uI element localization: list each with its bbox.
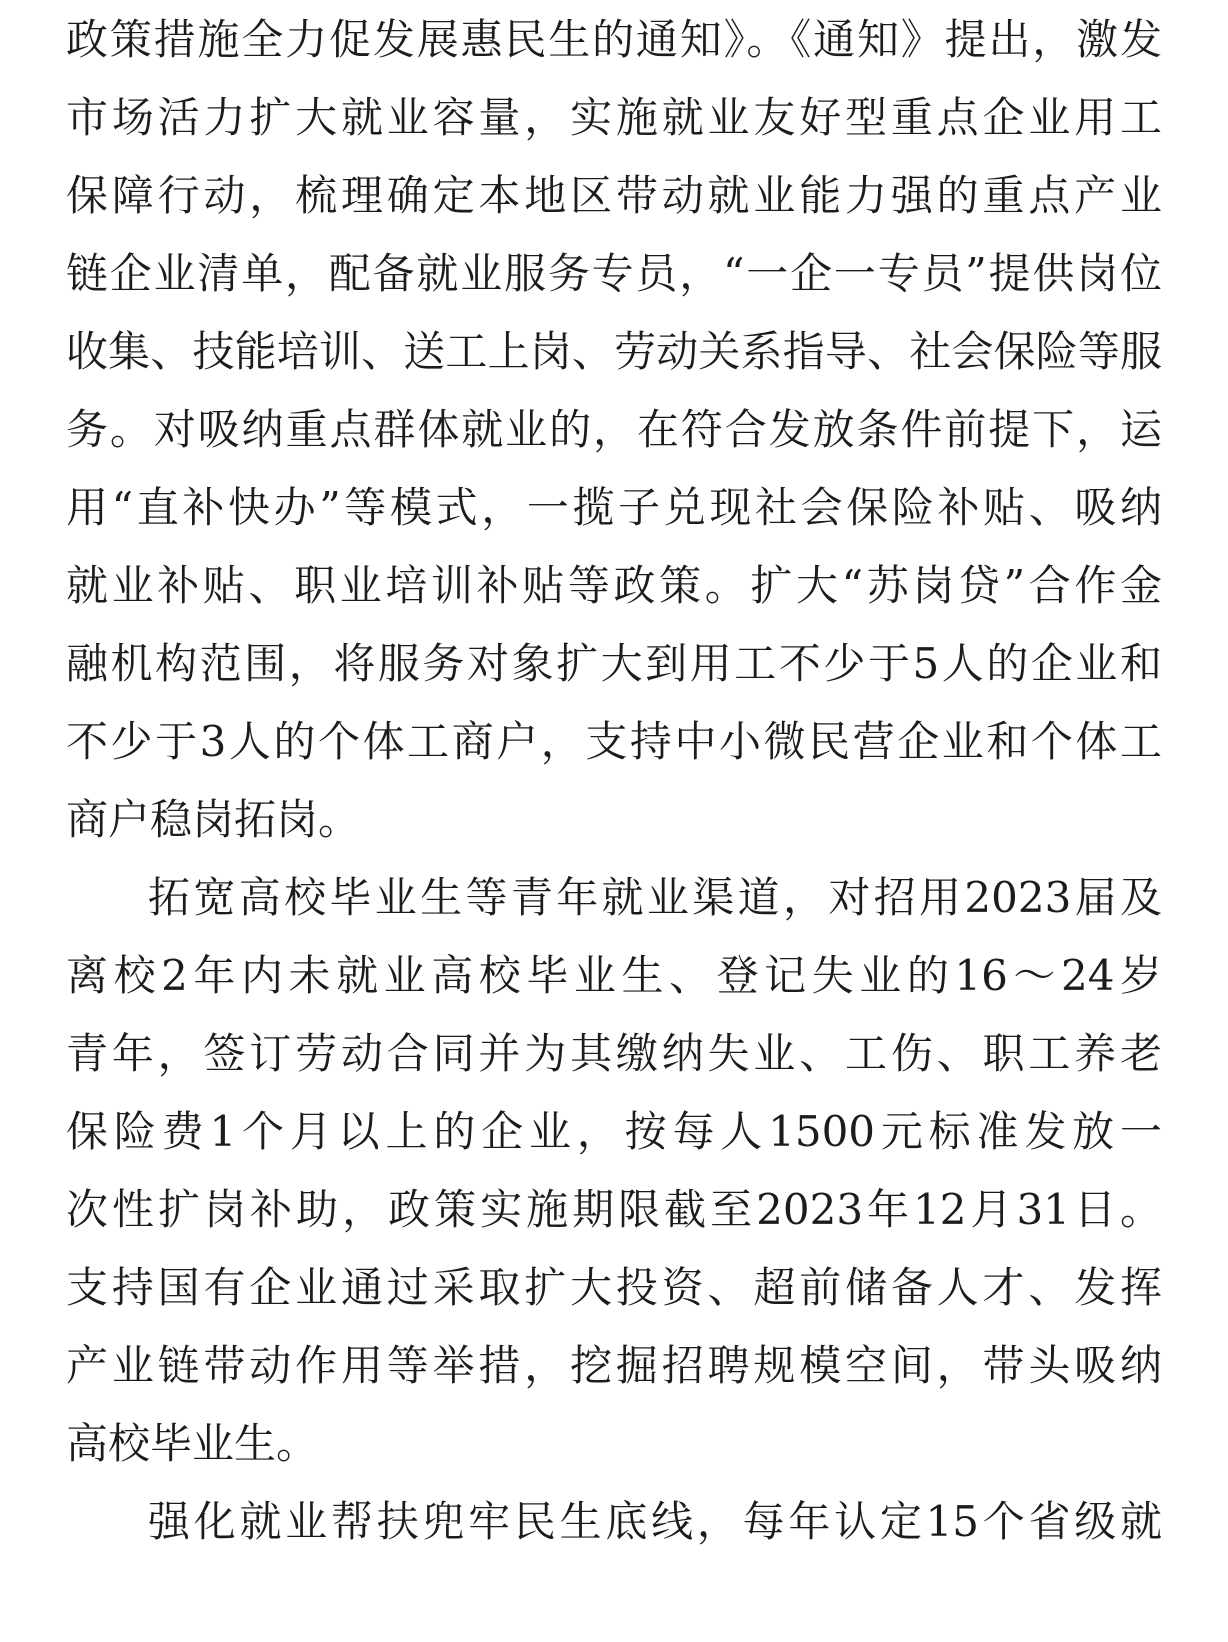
text-line-6: 务。对吸纳重点群体就业的，在符合发放条件前提下，运 (66, 405, 1162, 454)
text-line-17: 支持国有企业通过采取扩大投资、超前储备人才、发挥 (66, 1263, 1162, 1312)
text-line-12: 拓宽高校毕业生等青年就业渠道，对招用2023届及 (148, 873, 1162, 922)
text-line-2: 市场活力扩大就业容量，实施就业友好型重点企业用工 (66, 93, 1162, 142)
text-line-7: 用“直补快办”等模式，一揽子兑现社会保险补贴、吸纳 (66, 483, 1162, 532)
text-line-3: 保障行动，梳理确定本地区带动就业能力强的重点产业 (66, 171, 1162, 220)
text-line-15: 保险费1个月以上的企业，按每人1500元标准发放一 (66, 1107, 1162, 1156)
text-line-19: 高校毕业生。 (66, 1419, 319, 1468)
text-line-8: 就业补贴、职业培训补贴等政策。扩大“苏岗贷”合作金 (66, 561, 1162, 610)
text-line-10: 不少于3人的个体工商户，支持中小微民营企业和个体工 (66, 717, 1162, 766)
text-line-9: 融机构范围，将服务对象扩大到用工不少于5人的企业和 (66, 639, 1162, 688)
text-line-14: 青年，签订劳动合同并为其缴纳失业、工伤、职工养老 (66, 1029, 1162, 1078)
text-line-13: 离校2年内未就业高校毕业生、登记失业的16～24岁 (66, 951, 1162, 1000)
text-line-16: 次性扩岗补助，政策实施期限截至2023年12月31日。 (66, 1185, 1162, 1234)
text-line-18: 产业链带动作用等举措，挖掘招聘规模空间，带头吸纳 (66, 1341, 1162, 1390)
text-line-4: 链企业清单，配备就业服务专员，“一企一专员”提供岗位 (66, 249, 1162, 298)
text-line-5: 收集、技能培训、送工上岗、劳动关系指导、社会保险等服 (66, 327, 1162, 376)
text-line-11: 商户稳岗拓岗。 (66, 795, 361, 844)
text-line-20: 强化就业帮扶兜牢民生底线，每年认定15个省级就 (148, 1497, 1162, 1546)
text-line-1: 政策措施全力促发展惠民生的通知》。《通知》提出，激发 (66, 15, 1162, 64)
